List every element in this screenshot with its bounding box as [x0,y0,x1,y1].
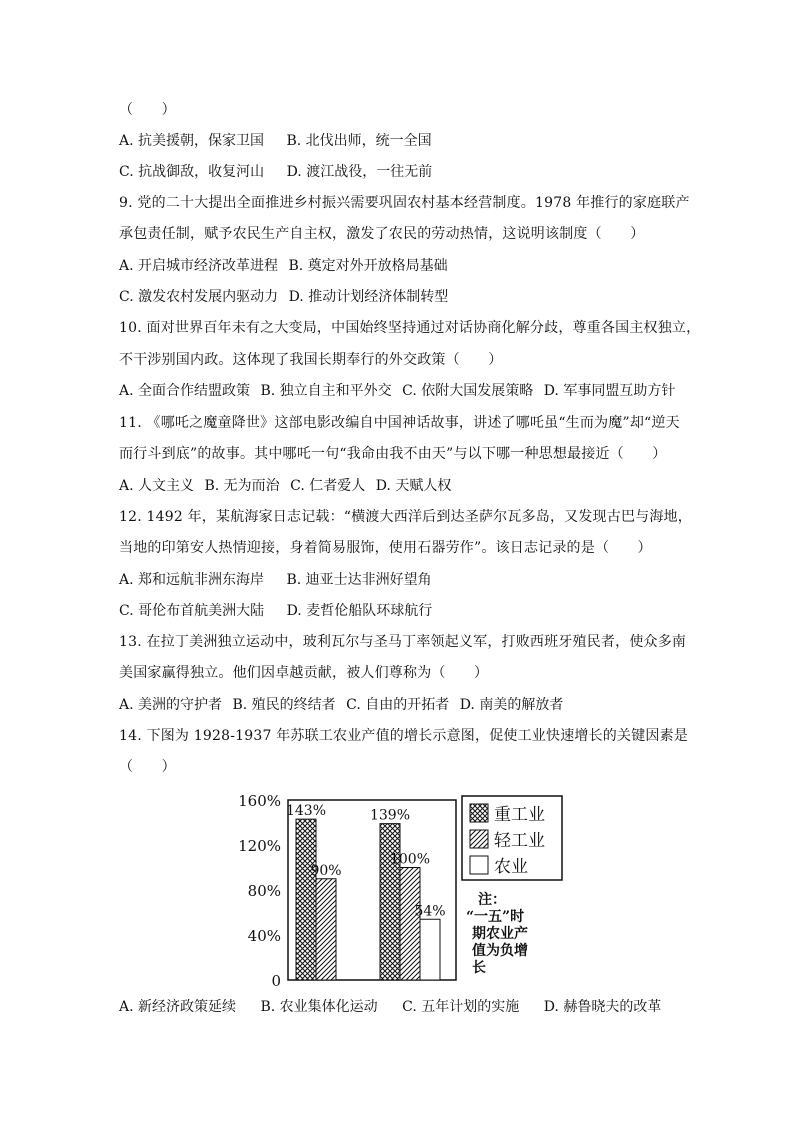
q11-option-d[interactable]: D. 天赋人权 [375,478,452,494]
legend-swatch-diagonal [470,830,488,848]
q10-option-b[interactable]: B. 独立自主和平外交 [260,383,392,399]
q11-option-b[interactable]: B. 无为而治 [204,478,280,494]
q12-option-d[interactable]: D. 麦哲伦船队环球航行 [286,603,433,619]
bar-data-label: 100% [389,851,431,868]
legend-label: 重工业 [494,805,545,825]
q12-option-c[interactable]: C. 哥伦布首航美洲大陆 [119,603,265,619]
q12-stem-1: 12. 1492 年，某航海家日志记载：“横渡大西洋后到达圣萨尔瓦多岛，又发现古巴与海地， [119,509,692,525]
legend-label: 轻工业 [494,831,545,851]
q13-option-b[interactable]: B. 殖民的终结者 [232,697,336,713]
q14-options-row [119,997,661,1017]
q8-options-row-2 [119,162,450,182]
chart-note-line: 注： [478,892,506,908]
chart-svg [230,786,570,986]
q13-option-c[interactable]: C. 自由的开拓者 [346,697,450,713]
q11-stem-2: 而行斗到底”的故事。其中哪吒一句“我命由我不由天”与以下哪一种思想最接近（ ） [119,446,667,462]
bar-blank [420,919,440,980]
q10-option-d[interactable]: D. 军事同盟互助方针 [543,383,676,399]
y-tick-label: 0 [271,972,281,986]
q9-stem-2: 承包责任制，赋予农民生产自主权，激发了农民的劳动热情，这说明该制度（ ） [119,226,645,242]
q10-stem-2: 不干涉别国内政。这体现了我国长期奉行的外交政策（ ） [119,352,503,368]
legend-label: 农业 [494,857,528,877]
bar-crosshatch [296,819,316,980]
q9-stem-1: 9. 党的二十大提出全面推进乡村振兴需要巩固农村基本经营制度。1978 年推行的家庭联产 [119,195,690,211]
q14-stem-2: （ ） [119,759,176,775]
chart-note-line: 期农业产 [472,926,528,942]
bar-crosshatch [380,824,400,980]
q13-options-row [119,695,581,715]
q13-option-d[interactable]: D. 南美的解放者 [459,697,564,713]
q9-options-row-1 [119,256,466,276]
q11-option-a[interactable]: A. 人文主义 [119,478,195,494]
y-tick-label: 40% [247,927,281,945]
q12-options-row-1 [119,570,450,590]
q12-stem-2: 当地的印第安人热情迎接，身着简易服饰，使用石器劳作”。该日志记录的是（ ） [119,540,652,556]
q9-option-c[interactable]: C. 激发农村发展内驱动力 [119,289,279,305]
legend-swatch-blank [470,856,488,874]
q10-options-row [119,381,675,401]
q10-stem-1: 10. 面对世界百年未有之大变局，中国始终坚持通过对话协商化解分歧，尊重各国主权独立， [119,320,701,336]
q12-option-b[interactable]: B. 迪亚士达非洲好望角 [286,572,432,588]
bar-diagonal [400,868,420,981]
q8-option-c[interactable]: C. 抗战御敌，收复河山 [119,164,265,180]
q11-stem-1: 11. 《哪吒之魔童降世》这部电影改编自中国神话故事，讲述了哪吒虽“生而为魔”却“逆天 [119,415,680,431]
chart-layer [238,792,562,986]
q9-option-b[interactable]: B. 奠定对外开放格局基础 [288,258,448,274]
q13-stem-2: 美国家赢得独立。他们因卓越贡献，被人们尊称为（ ） [119,665,489,681]
bar-data-label: 139% [369,807,411,824]
q14-stem-1: 14. 下图为 1928-1937 年苏联工农业产值的增长示意图，促使工业快速增长的关键因素是 [119,728,689,744]
bar-data-label: 54% [414,903,446,920]
chart-note-line: 值为负增 [472,943,528,959]
q14-option-b[interactable]: B. 农业集体化运动 [260,999,378,1015]
q8-option-b[interactable]: B. 北伐出师，统一全国 [286,133,432,149]
legend-swatch-crosshatch [470,804,488,822]
q8-option-a[interactable]: A. 抗美援朝，保家卫国 [119,133,265,149]
y-tick-label: 120% [238,837,281,855]
bar-data-label: 143% [285,803,327,820]
q8-options-row-1 [119,131,450,151]
q11-option-c[interactable]: C. 仁者爱人 [290,478,366,494]
chart-note-line: “一五”时 [466,909,525,925]
bar-diagonal [316,879,336,980]
q12-option-a[interactable]: A. 郑和远航非洲东海岸 [119,572,265,588]
y-tick-label: 80% [247,882,281,900]
q14-option-a[interactable]: A. 新经济政策延续 [119,999,237,1015]
q12-options-row-2 [119,601,450,621]
q10-option-a[interactable]: A. 全面合作结盟政策 [119,383,251,399]
bar-data-label: 90% [310,862,342,879]
q11-options-row [119,476,469,496]
q10-option-c[interactable]: C. 依附大国发展策略 [402,383,534,399]
y-tick-label: 160% [238,792,281,810]
q14-option-c[interactable]: C. 五年计划的实施 [402,999,520,1015]
q8-option-d[interactable]: D. 渡江战役，一往无前 [286,164,433,180]
q13-option-a[interactable]: A. 美洲的守护者 [119,697,223,713]
q8-paren: （ ） [119,102,176,118]
q13-stem-1: 13. 在拉丁美洲独立运动中，玻利瓦尔与圣马丁率领起义军，打败西班牙殖民者，使众多南 [119,634,687,650]
q9-option-a[interactable]: A. 开启城市经济改革进程 [119,258,279,274]
chart-note-line: 长 [472,960,486,976]
q14-option-d[interactable]: D. 赫鲁晓夫的改革 [543,999,662,1015]
q9-options-row-2 [119,287,466,307]
q9-option-d[interactable]: D. 推动计划经济体制转型 [288,289,449,305]
industrial-growth-chart [230,786,570,986]
